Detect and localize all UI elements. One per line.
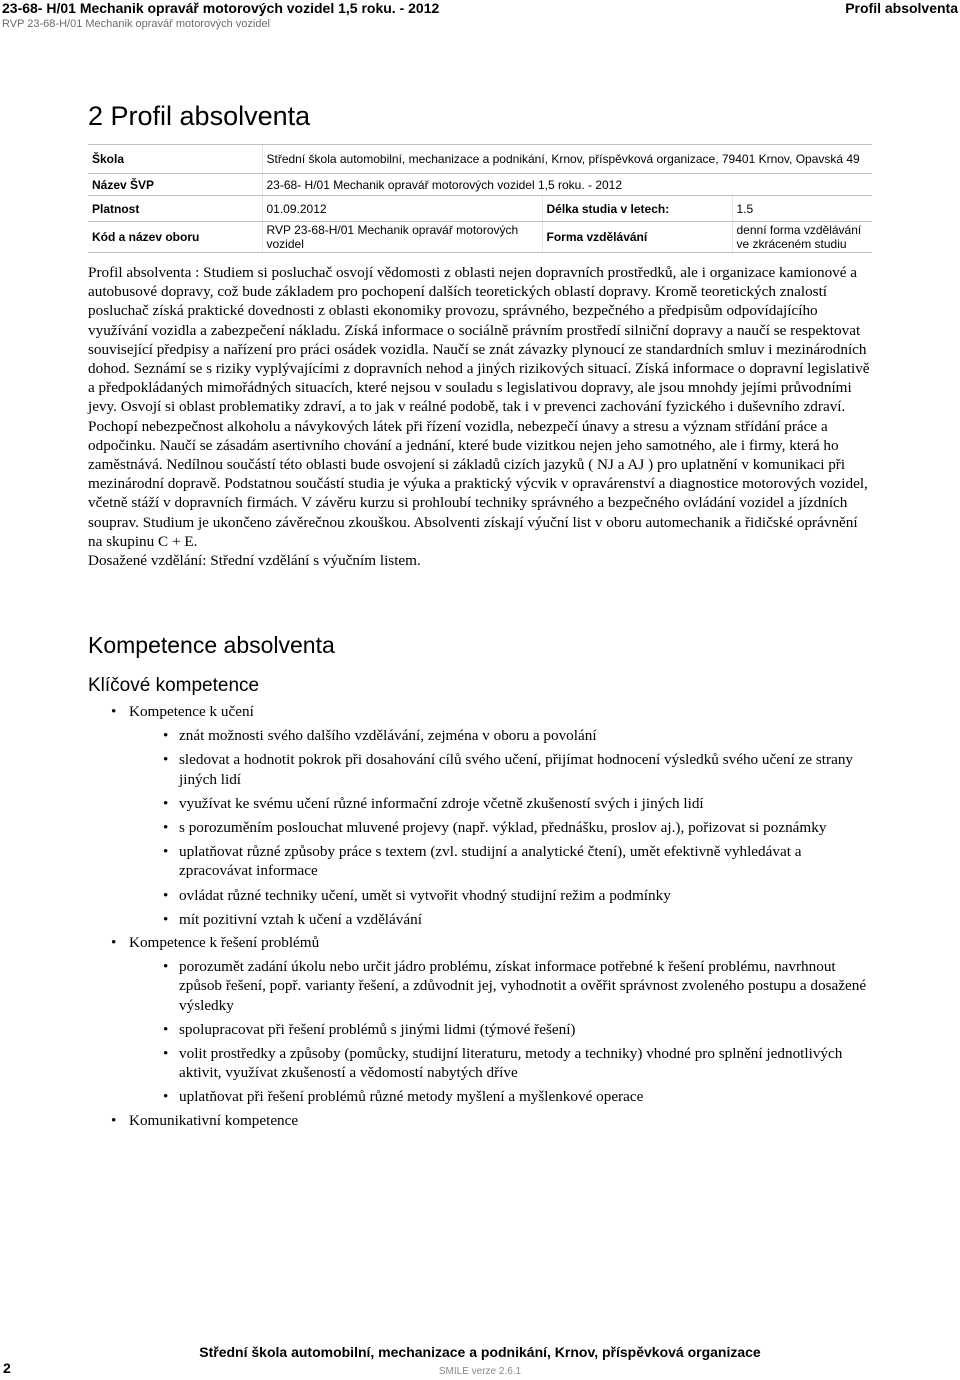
page-title: 2 Profil absolventa	[88, 101, 311, 131]
validity-value: 01.09.2012	[262, 196, 542, 222]
list-item: • uplatňovat různé způsoby práce s textem (zvl. studijní a analytické čtení), umět efektivně vyhledávat a zpracovávat informace	[163, 843, 802, 880]
bullet-icon: •	[163, 1088, 169, 1106]
list-item: • spolupracovat při řešení problémů s jinými lidmi (týmové řešení)	[163, 1020, 576, 1038]
field-code-label: Kód a název oboru	[88, 222, 262, 253]
field-code-value: RVP 23-68-H/01 Mechanik opravář motorových vozidel	[262, 222, 542, 253]
document-header-subtitle: RVP 23-68-H/01 Mechanik opravář motorových vozidel	[2, 18, 271, 30]
list-item: • porozumět zadání úkolu nebo určit jádro problému, získat informace potřebné k řešení problému, navrhnout způsob řešení, popř. varianty řešení, a zdůvodnit jej, vyhodnotit a ověřit správnost zvoleného postupu a dosažené výsledky	[163, 958, 867, 1014]
bullet-icon: •	[163, 1045, 169, 1063]
bullet-icon: •	[163, 727, 169, 745]
bullet-icon: •	[163, 819, 169, 837]
list-item: • ovládat různé techniky učení, umět si vytvořit vhodný studijní režim a podmínky	[163, 886, 671, 904]
competence-items	[129, 726, 872, 929]
competence-group-title: Kompetence k učení	[129, 703, 254, 720]
school-value: Střední škola automobilní, mechanizace a podnikání, Krnov, příspěvková organizace, 79401 Krnov, Opavská 49	[262, 145, 872, 174]
list-item: • uplatňovat při řešení problémů různé metody myšlení a myšlenkové operace	[163, 1088, 644, 1106]
study-form-value: denní forma vzdělávání ve zkráceném studiu	[732, 222, 872, 253]
bullet-icon: •	[163, 910, 169, 928]
footer-school: Střední škola automobilní, mechanizace a podnikání, Krnov, příspěvková organizace	[199, 1344, 761, 1360]
competence-group	[88, 702, 872, 929]
competence-group	[88, 1111, 872, 1130]
bullet-icon: •	[111, 934, 117, 952]
list-item: • mít pozitivní vztah k učení a vzdělávání	[163, 910, 422, 928]
competence-group	[88, 933, 872, 1107]
study-form-label: Forma vzdělávání	[542, 222, 732, 253]
bullet-icon: •	[163, 751, 169, 769]
bullet-icon: •	[163, 1020, 169, 1038]
page-number: 2	[3, 1360, 11, 1376]
profile-paragraph: Profil absolventa : Studiem si posluchač osvojí vědomosti z oblasti nejen dopravních prostředků, ale i organizace kamionové a autobusové dopravy, což bude základem pro pochopení dalších teoretických oblastí dopravy. Kromě teoretických znalostí posluchač získá praktické dovednosti z oblasti ekonomiky provozu, správného, bezpečného a předpisům odpovídajícího využívání vozidla a zabezpečení nákladu. Získá informace o sociálně právním prostředí silniční dopravy a naučí se respektovat související předpisy a nařízení pro práci osádek vozidla. Naučí se znát závazky plynoucí ze standardních smluv i mezinárodních dohod. Seznámí se s riziky vyplývajícími z dopravních nehod a jiných rizikových situací. Získá informace o dopravní legislativě a předpokládaných mimořádných situacích, které nejsou v souladu s legislativou dopravy, ale jsou mnohdy jejími průvodními jevy. Osvojí si oblast problematiky zdraví, a to jak v reálné podobě, tak i v prevenci zachování fyzického i duševního zdraví. Pochopí nebezpečnost alkoholu a návykových látek při řízení vozidla, nebezpečí únavy a stresu a význam střídání práce a odpočinku. Naučí se zásadám asertivního chování a jednání, které bude vizitkou nejen jeho samotného, ale i firmy, která ho zaměstnává. Nedílnou součástí této oblasti bude osvojení si základů cizích jazyků ( NJ a AJ ) pro uplatnění v komunikaci při mezinárodní dopravě. Podstatnou součástí studia je výuka a praktický výcvik v opravárenství a diagnostice motorových vozidel, včetně stáží v dopravních firmách. V závěru kurzu si prohloubí techniky správného a bezpečného ovládání vozidel a jízdních souprav. Studium je ukončeno závěrečnou zkouškou. Absolventi získají výuční list v oboru automechanik a řidičské oprávnění na skupinu C + E.	[88, 264, 870, 550]
metadata-table	[88, 144, 872, 253]
bullet-icon: •	[163, 794, 169, 812]
document-header-section: Profil absolventa	[845, 0, 958, 16]
footer-version: SMILE verze 2.6.1	[438, 1366, 522, 1377]
education-level: Dosažené vzdělání: Střední vzdělání s výučním listem.	[88, 552, 421, 570]
profile-section	[88, 263, 872, 570]
list-item: • znát možnosti svého dalšího vzdělávání, zejména v oboru a povolání	[163, 727, 597, 745]
bullet-icon: •	[163, 843, 169, 861]
bullet-icon: •	[163, 958, 169, 976]
list-item: • s porozuměním poslouchat mluvené projevy (např. výklad, přednášku, proslov aj.), pořizovat si poznámky	[163, 819, 827, 837]
bullet-icon: •	[111, 703, 117, 720]
list-item: • volit prostředky a způsoby (pomůcky, studijní literaturu, metody a techniky) vhodné pro splnění jednotlivých aktivit, využívat zkušeností a vědomostí nabytých dříve	[163, 1045, 843, 1082]
bullet-icon: •	[163, 886, 169, 904]
bullet-icon: •	[111, 1111, 117, 1129]
key-competences-heading: Klíčové kompetence	[88, 675, 260, 696]
duration-label: Délka studia v letech:	[542, 196, 732, 222]
competences-heading: Kompetence absolventa	[88, 632, 335, 658]
competence-list	[88, 702, 872, 1130]
competence-items	[129, 957, 872, 1106]
school-label: Škola	[88, 145, 262, 174]
list-item: • sledovat a hodnotit pokrok při dosahování cílů svého učení, přijímat hodnocení výsledků svého učení ze strany jiných lidí	[163, 751, 854, 788]
svp-value: 23-68- H/01 Mechanik opravář motorových vozidel 1,5 roku. - 2012	[262, 174, 872, 196]
competence-group-title: Komunikativní kompetence	[129, 1111, 299, 1129]
document-header-title: 23-68- H/01 Mechanik opravář motorových vozidel 1,5 roku. - 2012	[2, 0, 440, 16]
validity-label: Platnost	[88, 196, 262, 222]
svp-label: Název ŠVP	[88, 174, 262, 196]
competence-group-title: Kompetence k řešení problémů	[129, 934, 320, 952]
list-item: • využívat ke svému učení různé informační zdroje včetně zkušeností svých i jiných lidí	[163, 794, 704, 812]
duration-value: 1.5	[732, 196, 872, 222]
